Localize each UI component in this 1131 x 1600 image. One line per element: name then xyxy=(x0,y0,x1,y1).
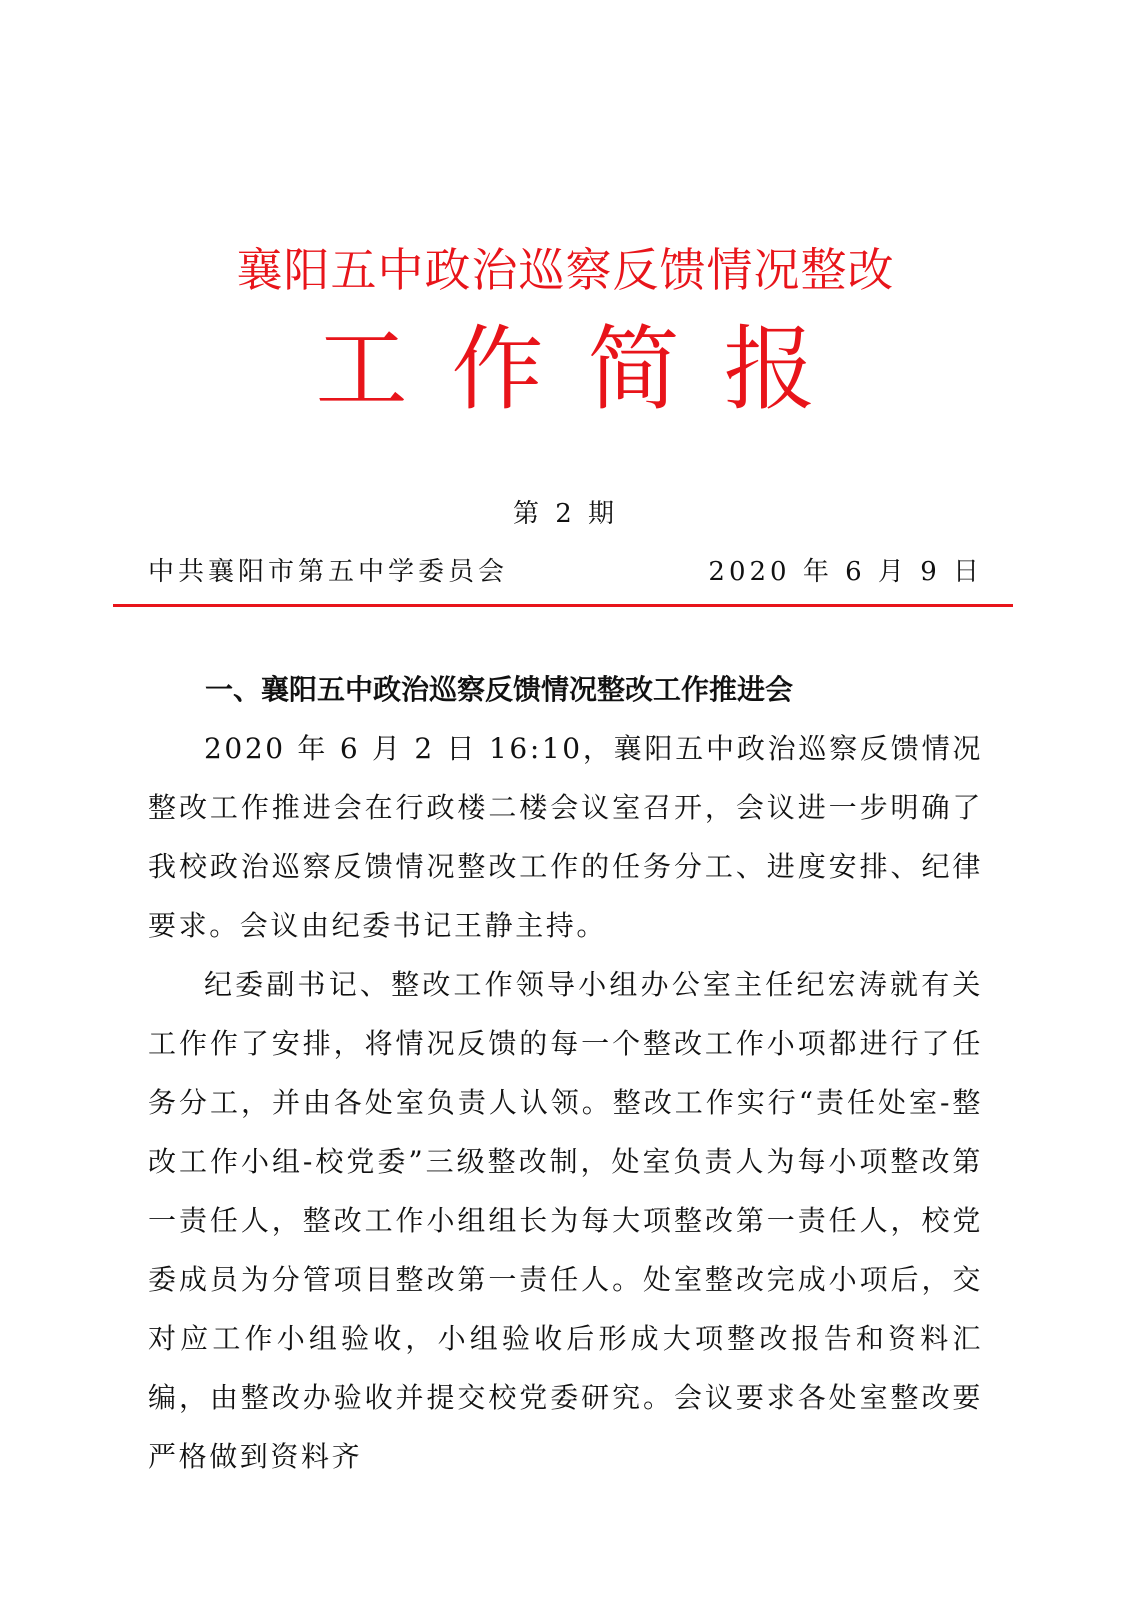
issuer-name: 中共襄阳市第五中学委员会 xyxy=(148,557,509,587)
section-body xyxy=(148,719,983,1486)
issue-number: 第 2 期 xyxy=(512,499,619,529)
issuer-date-row xyxy=(148,551,983,587)
document-title-line2: 工作简报 xyxy=(315,316,860,423)
section-heading: 一、襄阳五中政治巡察反馈情况整改工作推进会 xyxy=(205,673,794,706)
document-title-line1: 襄阳五中政治巡察反馈情况整改 xyxy=(236,243,895,297)
paragraph: 纪委副书记、整改工作领导小组办公室主任纪宏涛就有关工作作了安排，将情况反馈的每一个整改工作小项都进行了任务分工，并由各处室负责人认领。整改工作实行“责任处室-整改工作小组-校党委”三级整改制，处室负责人为每小项整改第一责任人，整改工作小组组长为每大项整改第一责任人，校党委成员为分管项目整改第一责任人。处室整改完成小项后，交对应工作小组验收，小组验收后形成大项整改报告和资料汇编，由整改办验收并提交校党委研究。会议要求各处室整改要严格做到资料齐 xyxy=(148,968,983,1473)
red-divider-line xyxy=(113,604,1013,607)
paragraph: 2020 年 6 月 2 日 16:10，襄阳五中政治巡察反馈情况整改工作推进会在行政楼二楼会议室召开，会议进一步明确了我校政治巡察反馈情况整改工作的任务分工、进度安排、纪律要求。会议由纪委书记王静主持。 xyxy=(148,732,983,942)
issue-date: 2020 年 6 月 9 日 xyxy=(708,557,983,587)
